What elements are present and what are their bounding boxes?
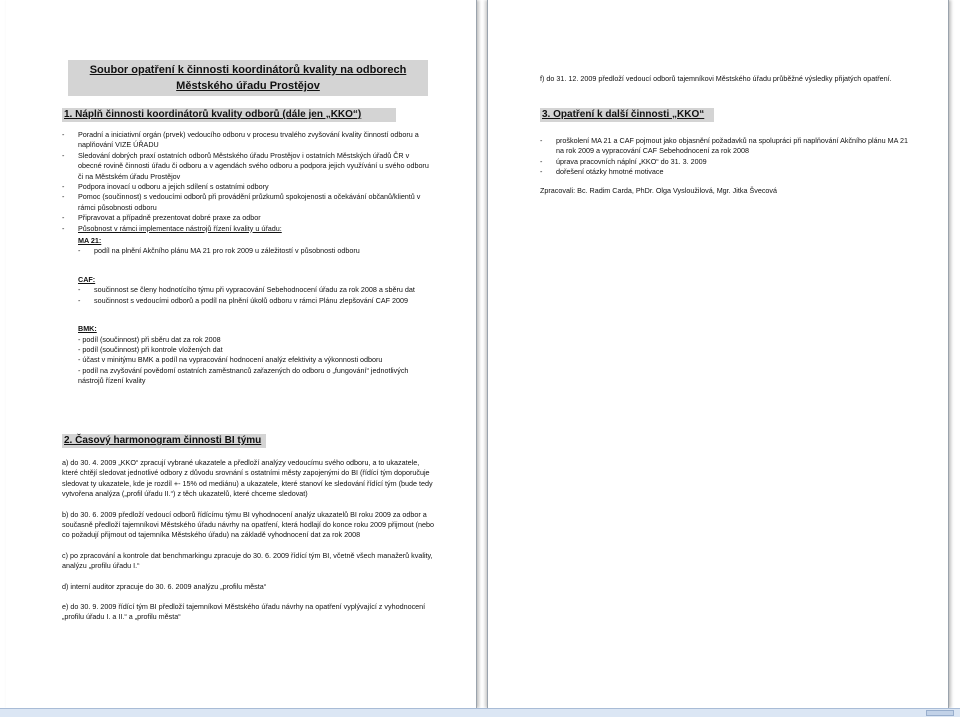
section3-heading — [540, 108, 714, 122]
bullet-dash: - — [78, 246, 81, 256]
bmk-block — [62, 324, 434, 386]
list-item — [62, 182, 434, 192]
list-item-text: - podíl na zvyšování povědomí ostatních zaměstnanců zařazených do odboru o „fungování“ jednotlivých nástrojů řízení kvality — [78, 365, 409, 386]
section1-list — [62, 130, 434, 387]
section2-heading-text: 2. Časový harmonogram činnosti BI týmu — [64, 435, 262, 446]
ma21-label: MA 21: — [78, 236, 102, 246]
bullet-dash: - — [540, 156, 543, 166]
list-item-text: Připravovat a případně prezentovat dobré praxe za odbor — [78, 213, 261, 223]
list-item-text: Působnost v rámci implementace nástrojů řízení kvality u úřadu: — [78, 223, 282, 233]
bullet-dash: - — [78, 285, 81, 295]
section1-heading-text: 1. Náplň činnosti koordinátorů kvality odborů (dále jen „KKO“) — [64, 109, 362, 120]
section1-heading — [62, 108, 396, 122]
bullet-dash: - — [78, 295, 81, 305]
list-item-text: úprava pracovních náplní „KKO“ do 31. 3. 2009 — [556, 156, 707, 166]
document-title — [68, 60, 428, 96]
list-item-text: - podíl (součinnost) při sběru dat za rok 2008 — [78, 334, 221, 344]
paragraph: b) do 30. 6. 2009 předloží vedoucí odborů řídícímu týmu BI vyhodnocení analýz ukazatelů BI roku 2009 za odbor a současně předloží tajemníkovi Městského úřadu návrhy na opatření, která hodlají do konce roku 2009 přijmout (nebo co požadují přijmout od tajemníka Městského úřadu) na základě vyhodnocení dat za rok 2008 — [62, 509, 434, 540]
bullet-dash: - — [62, 130, 65, 139]
title-line-2: Městského úřadu Prostějov — [176, 80, 320, 92]
list-item — [78, 285, 434, 295]
list-item-text: - podíl (součinnost) při kontrole vložených dat — [78, 344, 223, 354]
list-item-text: proškolení MA 21 a CAF pojmout jako objasnění požadavků na spolupráci při naplňování Akčního plánu MA 21 na rok 2009 a vypracování CAF Sebehodnocení za rok 2008 — [556, 136, 909, 156]
list-item-text: Sledování dobrých praxí ostatních odborů Městského úřadu Prostějov i ostatních Městských úřadů ČR v obecné rovině činnosti úřadu či odboru a v agendách svého odboru a podpora jejich využívání u svého odboru či na Městském úřadu Prostějov — [78, 150, 429, 181]
bullet-dash: - — [62, 192, 65, 202]
bullet-dash: - — [62, 182, 65, 192]
bmk-label: BMK: — [78, 324, 97, 334]
list-item-text: dořešení otázky hmotné motivace — [556, 167, 664, 177]
bullet-dash: - — [62, 150, 65, 160]
paragraph: d) interní auditor zpracuje do 30. 6. 2009 analýzu „profilu města“ — [62, 581, 267, 591]
caf-label: CAF: — [78, 274, 96, 284]
document-page-2[interactable] — [487, 0, 949, 708]
list-item — [62, 130, 434, 151]
view-layout-icon[interactable] — [926, 710, 954, 716]
list-item — [62, 224, 434, 234]
bullet-dash: - — [540, 136, 543, 145]
section2-paragraphs — [62, 458, 434, 633]
paragraph: e) do 30. 9. 2009 řídící tým BI předloží tajemníkovi Městského úřadu návrhy na opatření vyplývající z vyhodnocení „profilu úřadu I. a II.“ a „profilu města“ — [62, 602, 426, 622]
paragraph: c) po zpracování a kontrole dat benchmarkingu zpracuje do 30. 6. 2009 řídící tým BI, včetně všech manažerů kvality, analýzu „profilu úřadu I.“ — [62, 550, 433, 571]
list-item — [62, 151, 434, 182]
list-item — [62, 192, 434, 213]
list-item — [78, 246, 434, 256]
caf-block — [62, 275, 434, 306]
list-item-text: Poradní a iniciativní orgán (prvek) vedoucího odboru v procesu trvalého zvyšování kvality činností odboru a naplňování VIZE ÚŘADU — [78, 130, 419, 150]
list-item-text: součinnost s vedoucími odborů a podíl na plnění úkolů odboru v rámci Plánu zlepšování CAF 2009 — [94, 295, 409, 305]
section3-heading-text: 3. Opatření k další činnosti „KKO“ — [542, 109, 705, 120]
paragraph: a) do 30. 4. 2009 „KKO“ zpracují vybrané ukazatele a předloží analýzy vedoucímu svého odboru, a to ukazatele, které chtějí sledovat jednotlivé odbory z důvodu srovnání s ostatními městy zapojenými do BI (řídící tým doporučuje sledovat ty ukazatele, kde je rozdíl +- 15% od mediánu) a ukazatele, které stanoví ke sledování řídící tým (bude tedy vytvořena analýza („profil úřadu II.“) z těch ukazatelů, které chceme sledovat) — [62, 458, 433, 499]
bullet-dash: - — [62, 213, 65, 223]
bullet-dash: - — [62, 223, 65, 233]
paragraph: f) do 31. 12. 2009 předloží vedoucí odborů tajemníkovi Městského úřadu průběžné výsledky přijatých opatření. — [540, 74, 892, 83]
list-item — [62, 213, 434, 223]
list-item-text: podíl na plnění Akčního plánu MA 21 pro rok 2009 u záležitostí v působnosti odboru — [94, 246, 360, 256]
section2-heading — [62, 434, 266, 448]
document-page-1[interactable] — [6, 0, 477, 708]
list-item — [540, 136, 915, 157]
list-item-text: Podpora inovací u odboru a jejich sdílení s ostatními odbory — [78, 182, 269, 192]
list-item-text: Pomoc (součinnost) s vedoucími odborů při provádění průzkumů spokojenosti a očekávání občanů/klientů v rámci působnosti odboru — [78, 192, 421, 212]
section3-list — [540, 136, 915, 196]
bullet-dash: - — [540, 167, 543, 177]
title-line-1: Soubor opatření k činnosti koordinátorů kvality na odborech — [89, 64, 407, 76]
list-item-text: součinnost se členy hodnotícího týmu při vypracování Sebehodnocení úřadu za rok 2008 a sběru dat — [94, 285, 415, 295]
author-line: Zpracovali: Bc. Radim Carda, PhDr. Olga Vysloužilová, Mgr. Jitka Švecová — [540, 185, 778, 195]
list-item — [540, 157, 915, 167]
ma21-block — [62, 236, 434, 257]
list-item — [78, 296, 434, 306]
list-item-text: - účast v minitýmu BMK a podíl na vypracování hodnocení analýz efektivity a výkonnosti odboru — [78, 355, 383, 365]
list-item — [540, 167, 915, 177]
